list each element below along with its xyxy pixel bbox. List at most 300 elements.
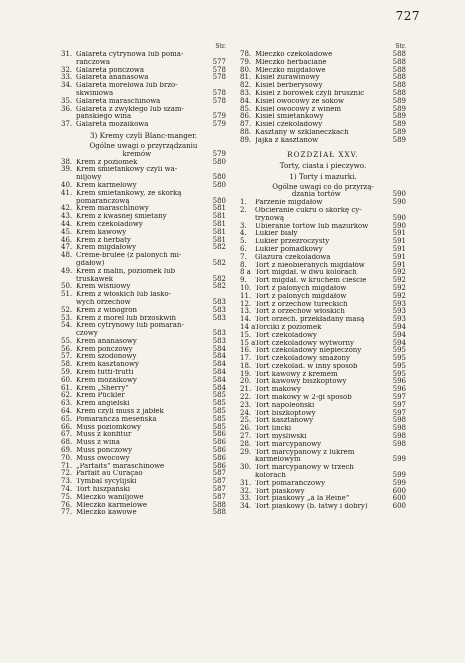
page-ref: 597 <box>392 393 406 402</box>
toc-entry <box>61 291 226 299</box>
page-ref: 589 <box>392 120 406 129</box>
note-text: dzania tortów <box>291 190 341 199</box>
page-ref: 581 <box>212 219 226 228</box>
page-column-label: Str. <box>215 43 226 50</box>
entry-number: 64. <box>61 407 73 416</box>
page-ref: 586 <box>212 453 226 462</box>
page-ref: 594 <box>392 338 406 347</box>
page-ref: 591 <box>392 244 406 253</box>
page-ref: 579 <box>212 149 226 158</box>
entry-number: 38. <box>61 157 73 166</box>
page-ref: 588 <box>212 500 226 509</box>
entry-number: 32. <box>240 486 252 495</box>
entry-number: 85. <box>240 104 252 113</box>
page-ref: 584 <box>212 344 226 353</box>
toc-entry <box>240 51 406 59</box>
toc-entry <box>240 121 406 129</box>
section-heading: 3) Kremy czyli Blanc-manger. <box>89 130 198 140</box>
page-ref: 594 <box>392 330 406 339</box>
note-text: Ogólne uwagi o przyrządzaniu <box>89 141 198 150</box>
page-ref: 595 <box>392 354 406 363</box>
entry-title: Krem kawowy <box>76 228 127 236</box>
toc-entry <box>61 416 226 424</box>
toc-entry <box>61 361 226 369</box>
entry-number: 4. <box>240 229 247 238</box>
page-ref: 588 <box>392 57 406 66</box>
entry-number: 2. <box>240 205 247 214</box>
entry-title: Tort piaskowy <box>255 487 305 495</box>
note-text: Ogólne uwagi co do przyrzą- <box>272 182 374 191</box>
toc-entry <box>240 488 406 496</box>
toc-entry <box>61 51 226 59</box>
toc-entry <box>61 346 226 354</box>
page-ref: 590 <box>392 198 406 207</box>
toc-entry <box>240 332 406 340</box>
toc-entry <box>61 509 226 517</box>
page-ref: 596 <box>392 385 406 394</box>
toc-entry <box>61 307 226 315</box>
toc-left-list <box>61 51 226 517</box>
page-ref: 580 <box>212 173 226 182</box>
toc-entry <box>240 82 406 90</box>
entry-title: karmelowym <box>255 456 301 464</box>
toc-entry <box>61 283 226 291</box>
entry-number: 54. <box>61 321 73 330</box>
entry-number: 42. <box>61 204 73 213</box>
toc-entry <box>61 213 226 221</box>
entry-number: 71. <box>61 461 73 470</box>
toc-entry <box>61 276 226 284</box>
entry-number: 45. <box>61 227 73 236</box>
entry-title: Krem tutti-frutti <box>76 369 134 377</box>
page-ref: 593 <box>392 307 406 316</box>
toc-entry <box>240 410 406 418</box>
entry-title: truskawek <box>76 275 114 283</box>
toc-entry <box>240 308 406 316</box>
page-ref: 588 <box>392 65 406 74</box>
toc-entry <box>240 371 406 379</box>
page-ref: 586 <box>212 430 226 439</box>
page-ref: 591 <box>392 229 406 238</box>
entry-title: niljowy <box>76 174 102 182</box>
toc-entry <box>61 315 226 323</box>
entry-title: Crème-brulée (z palonych mi- <box>76 252 182 260</box>
entry-number: 46. <box>61 235 73 244</box>
entry-number: 33. <box>240 494 252 503</box>
entry-number: 61. <box>61 383 73 392</box>
entry-number: 66. <box>61 422 73 431</box>
toc-right-list <box>240 51 406 511</box>
toc-entry <box>61 385 226 393</box>
toc-entry <box>61 447 226 455</box>
page-ref: 597 <box>392 408 406 417</box>
page-ref: 588 <box>392 50 406 58</box>
entry-title: Kisiel śmietankowy <box>255 113 324 121</box>
toc-entry <box>240 293 406 301</box>
toc-entry <box>240 464 406 472</box>
entry-title: rańczowa <box>76 58 111 66</box>
page-ref: 582 <box>212 282 226 291</box>
entry-number: 24. <box>240 408 252 417</box>
toc-entry <box>61 74 226 82</box>
page-ref: 585 <box>212 422 226 431</box>
toc-entry <box>240 59 406 67</box>
toc-entry <box>240 347 406 355</box>
entry-title: Ubieranie tortów lub mazurków <box>255 222 369 230</box>
entry-number: 51. <box>61 290 73 299</box>
toc-entry <box>240 67 406 75</box>
entry-number: 7. <box>240 252 247 261</box>
toc-entry <box>61 377 226 385</box>
entry-number: 26. <box>240 424 252 433</box>
page-ref: 599 <box>392 455 406 464</box>
toc-left-column <box>61 44 226 517</box>
entry-number: 69. <box>61 446 73 455</box>
toc-entry <box>61 244 226 252</box>
toc-entry <box>240 316 406 324</box>
toc-entry <box>240 449 406 457</box>
entry-number: 12. <box>240 299 252 308</box>
entry-title: pomarańczową <box>76 197 130 205</box>
entry-number: 41. <box>61 188 73 197</box>
page-ref: 586 <box>212 438 226 447</box>
page-ref: 589 <box>392 96 406 105</box>
entry-title: Tort pomarańczowy <box>255 479 326 487</box>
entry-number: 16. <box>240 346 252 355</box>
page-ref: 591 <box>392 260 406 269</box>
section-heading: Torty, ciasta i pieczywo. <box>279 160 367 170</box>
entry-number: 48. <box>61 251 73 260</box>
entry-title: Galareta cytrynowa lub poma- <box>76 51 184 58</box>
page-ref: 579 <box>212 112 226 121</box>
entry-number: 58. <box>61 360 73 369</box>
page-ref: 581 <box>212 235 226 244</box>
entry-title: Krem czyli muss z jabłek <box>76 408 164 416</box>
page-ref: 600 <box>392 494 406 503</box>
page-ref: 580 <box>212 157 226 166</box>
page-ref: 587 <box>212 469 226 478</box>
toc-entry <box>240 433 406 441</box>
entry-title: Tort marcypanowy w trzech <box>255 464 354 472</box>
entry-number: 6. <box>240 244 247 253</box>
toc-entry <box>61 59 226 67</box>
entry-title: Krem kasztanowy <box>76 361 139 369</box>
entry-number: 11. <box>240 291 252 300</box>
entry-title: kolorach <box>255 472 286 480</box>
entry-number: 59. <box>61 368 73 377</box>
entry-title: Krem wiśniowy <box>76 283 131 291</box>
entry-title: Tort linckí <box>255 425 292 433</box>
entry-title: Muss z wina <box>76 439 120 447</box>
entry-number: 60. <box>61 375 73 384</box>
entry-number: 8. <box>240 260 247 269</box>
toc-entry <box>61 455 226 463</box>
toc-entry <box>240 223 406 231</box>
toc-entry <box>61 190 226 198</box>
note-text: kremów <box>122 149 152 158</box>
toc-entry <box>240 254 406 262</box>
entry-number: 70. <box>61 453 73 462</box>
toc-entry <box>61 369 226 377</box>
entry-title: Lukier biały <box>255 230 298 238</box>
entry-number: 17. <box>240 354 252 363</box>
page-ref: 592 <box>392 291 406 300</box>
toc-entry <box>61 260 226 268</box>
page-column-label: Str. <box>395 43 406 50</box>
entry-title: Galareta z zwykłego lub szam- <box>76 105 184 113</box>
entry-title: czowy <box>76 330 98 338</box>
page-ref: 599 <box>392 471 406 480</box>
entry-number: 83. <box>240 88 252 97</box>
entry-number: 74. <box>61 485 73 494</box>
entry-title: Parzenie migdałów <box>255 199 323 207</box>
page-ref: 598 <box>392 416 406 425</box>
entry-title: Muss z konfitur <box>76 431 132 439</box>
toc-entry <box>240 199 406 207</box>
page-ref: 598 <box>392 439 406 448</box>
toc-entry <box>61 424 226 432</box>
toc-entry <box>240 355 406 363</box>
entry-title: Galareta ananasowa <box>76 74 149 82</box>
entry-number: 86. <box>240 112 252 121</box>
entry-title: Krem ponczowy <box>76 345 133 353</box>
page-ref: 592 <box>392 268 406 277</box>
toc-entry <box>240 129 406 137</box>
page-ref: 600 <box>392 486 406 495</box>
entry-number: 87. <box>240 120 252 129</box>
toc-entry <box>240 363 406 371</box>
page-ref: 592 <box>392 276 406 285</box>
entry-number: 34. <box>240 502 252 511</box>
toc-entry <box>61 121 226 129</box>
page-ref: 583 <box>212 329 226 338</box>
toc-entry <box>240 230 406 238</box>
entry-title: Tort marcypanowy <box>255 440 322 448</box>
toc-entry <box>61 237 226 245</box>
section-heading: 1) Torty i mazurki. <box>289 171 357 181</box>
toc-entry <box>240 277 406 285</box>
entry-title: Krem migdałowy <box>76 244 137 252</box>
entry-number: 20. <box>240 377 252 386</box>
section-note <box>61 151 226 159</box>
toc-entry <box>61 67 226 75</box>
entry-title: Parfait au Curaçao <box>76 470 143 478</box>
entry-title: Tort czekolad. w inny sposób <box>255 362 358 370</box>
toc-entry <box>61 98 226 106</box>
entry-title: Obcieranie cukru o skórkę cy- <box>255 206 362 214</box>
entry-title: Krem cytrynowy lub pomarań- <box>76 322 184 330</box>
entry-number: 77. <box>61 508 73 517</box>
page-ref: 578 <box>212 73 226 82</box>
entry-title: Kisiel berberysowy <box>255 82 323 90</box>
entry-title: Krem z morel lub brzoskwiń <box>76 314 177 322</box>
entry-title: trynową <box>255 214 285 222</box>
page-ref: 591 <box>392 252 406 261</box>
page-ref: 581 <box>212 212 226 221</box>
page-ref: 586 <box>212 446 226 455</box>
toc-entry <box>240 269 406 277</box>
toc-entry <box>240 113 406 121</box>
entry-number: 15 a <box>240 338 256 347</box>
entry-title: Tort biszkoptowy <box>255 409 316 417</box>
page-ref: 588 <box>392 81 406 90</box>
page-ref: 579 <box>212 120 226 129</box>
entry-number: 56. <box>61 344 73 353</box>
page-ref: 585 <box>212 399 226 408</box>
entry-number: 5. <box>240 237 247 246</box>
entry-title: Krem karmelowy <box>76 181 137 189</box>
toc-entry <box>240 472 406 480</box>
entry-title: Kisiel owocowy z winem <box>255 105 342 113</box>
page-ref: 591 <box>392 237 406 246</box>
page-ref: 584 <box>212 383 226 392</box>
entry-title: Krem z włoskich lub lasko- <box>76 291 171 299</box>
entry-title: Krem Pückler <box>76 392 125 400</box>
entry-title: Krem z winogron <box>76 306 137 314</box>
entry-number: 21. <box>240 385 252 394</box>
toc-entry <box>61 299 226 307</box>
entry-number: 28. <box>240 439 252 448</box>
entry-title: Lukier przeźroczysty <box>255 238 330 246</box>
entry-number: 68. <box>61 438 73 447</box>
page-ref: 581 <box>212 227 226 236</box>
page-ref: 600 <box>392 502 406 511</box>
page-ref: 587 <box>212 477 226 486</box>
page-ref: 595 <box>392 369 406 378</box>
entry-title: Tort makowy w 2-gi sposób <box>255 394 352 402</box>
entry-number: 39. <box>61 165 73 174</box>
toc-entry <box>240 90 406 98</box>
entry-title: Krem z poziomek <box>76 158 138 166</box>
toc-entry <box>240 207 406 215</box>
entry-title: „Parfaits“ maraschinowe <box>76 462 165 470</box>
page-ref: 578 <box>212 96 226 105</box>
entry-title: Tort czekoladowy niepieczony <box>255 347 362 355</box>
entry-number: 40. <box>61 180 73 189</box>
entry-number: 63. <box>61 399 73 408</box>
entry-number: 73. <box>61 477 73 486</box>
entry-title: Tort marcypanowy z lukrem <box>255 448 355 456</box>
entry-title: Tort czekoladowy smażony <box>255 355 350 363</box>
toc-entry <box>61 82 226 90</box>
entry-number: 34. <box>61 81 73 90</box>
entry-number: 10. <box>240 283 252 292</box>
entry-title: Kisiel czekoladowy <box>255 121 323 129</box>
page-ref: 597 <box>392 400 406 409</box>
toc-entry <box>240 402 406 410</box>
entry-title: Tort migdał. w dwu kolorach <box>255 269 357 277</box>
toc-entry <box>61 486 226 494</box>
entry-number: 52. <box>61 305 73 314</box>
toc-entry <box>240 495 406 503</box>
entry-title: Mleczko migdałowe <box>255 66 326 74</box>
entry-number: 55. <box>61 336 73 345</box>
page-ref: 596 <box>392 377 406 386</box>
toc-entry <box>240 417 406 425</box>
entry-number: 67. <box>61 430 73 439</box>
page-ref: 585 <box>212 407 226 416</box>
page-ref: 584 <box>212 352 226 361</box>
page-ref: 585 <box>212 391 226 400</box>
page-ref: 578 <box>212 88 226 97</box>
entry-title: Muss owocowy <box>76 454 130 462</box>
entry-number: 14 a <box>240 322 256 331</box>
toc-entry <box>240 301 406 309</box>
page-ref: 584 <box>212 368 226 377</box>
toc-entry <box>240 106 406 114</box>
page-ref: 587 <box>212 485 226 494</box>
entry-title: Kisiel z borówek czyli brusznic <box>255 89 365 97</box>
toc-entry <box>240 503 406 511</box>
entry-title: Tort hiszpański <box>76 486 130 494</box>
entry-number: 29. <box>240 447 252 456</box>
toc-entry <box>61 159 226 167</box>
entry-number: 80. <box>240 65 252 74</box>
page-ref: 588 <box>392 73 406 82</box>
entry-title: Galareta morelowa lub brzo- <box>76 82 178 90</box>
entry-number: 43. <box>61 212 73 221</box>
entry-title: Pomarańcza meseńska <box>76 415 157 423</box>
toc-entry <box>240 215 406 223</box>
entry-title: Kisiel owocowy ze sokow <box>255 97 344 105</box>
toc-entry <box>61 392 226 400</box>
entry-title: Torciki z poziomek <box>255 323 322 331</box>
entry-title: Galareta ponczowa <box>76 66 145 74</box>
toc-entry <box>61 90 226 98</box>
entry-title: Tort piaskowy (b. łatwy i dobry) <box>255 503 368 511</box>
entry-title: gdałów) <box>76 259 105 267</box>
entry-title: Krem mozaikowy <box>76 376 137 384</box>
page-number: 727 <box>395 9 420 23</box>
page-ref: 599 <box>392 478 406 487</box>
entry-title: Tort z orzechów tureckich <box>255 300 348 308</box>
toc-entry <box>61 463 226 471</box>
entry-number: 25. <box>240 416 252 425</box>
toc-entry <box>61 252 226 260</box>
entry-number: 19. <box>240 369 252 378</box>
entry-title: Muss ponczowy <box>76 447 133 455</box>
entry-title: Lukier pomadkowy <box>255 245 323 253</box>
page-ref: 583 <box>212 297 226 306</box>
entry-title: Tymbal sycylijski <box>76 478 137 486</box>
entry-title: Krem śmietankowy, ze skórką <box>76 189 182 197</box>
entry-number: 50. <box>61 282 73 291</box>
page-ref: 595 <box>392 361 406 370</box>
toc-entry <box>240 386 406 394</box>
page-ref: 594 <box>392 322 406 331</box>
entry-number: 62. <box>61 391 73 400</box>
toc-entry <box>240 425 406 433</box>
entry-number: 89. <box>240 135 252 144</box>
entry-number: 44. <box>61 219 73 228</box>
page-ref: 585 <box>212 414 226 423</box>
page-ref: 581 <box>212 204 226 213</box>
entry-title: Krem czekoladowy <box>76 220 143 228</box>
entry-title: Mleczko herbaciane <box>255 58 327 66</box>
page-ref: 589 <box>392 127 406 136</box>
page-ref: 584 <box>212 360 226 369</box>
page-ref: 598 <box>392 432 406 441</box>
toc-right-column <box>240 44 406 511</box>
page-ref: 582 <box>212 258 226 267</box>
entry-title: Tort myśliwski <box>255 433 307 441</box>
page-ref: 587 <box>212 492 226 501</box>
entry-title: Krem z malin, poziomek lub <box>76 267 176 275</box>
entry-number: 49. <box>61 266 73 275</box>
entry-title: Tort orzech. przekładany masą <box>255 316 365 324</box>
entry-title: Tort napoleoński <box>255 401 315 409</box>
entry-title: Mleczko kawowe <box>76 509 137 517</box>
